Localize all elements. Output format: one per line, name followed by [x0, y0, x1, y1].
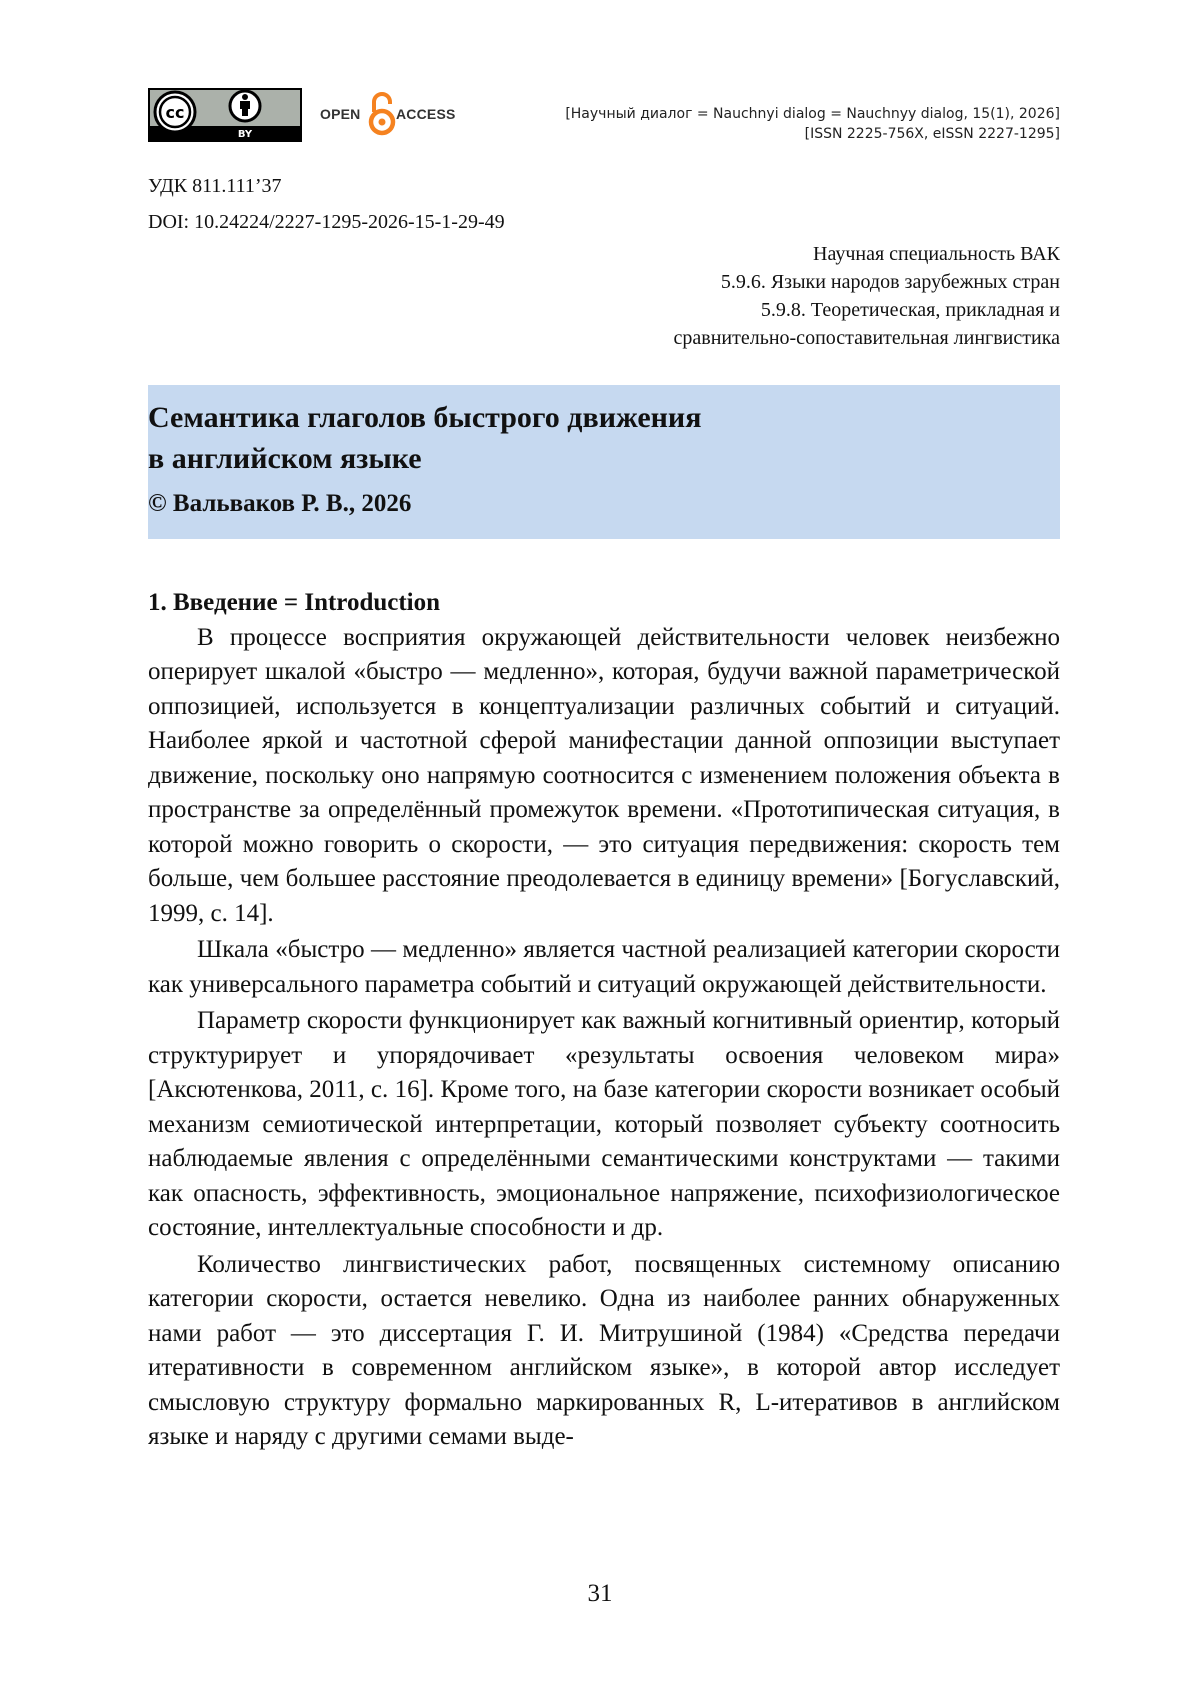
article-author: © Вальваков Р. В., 2026	[148, 490, 412, 517]
svg-text:cc: cc	[165, 103, 185, 122]
body-paragraph: Параметр скорости функционирует как важный когнитивный ориентир, который структурирует и упорядочивает «результаты освоения человеком мира» [Аксютенкова, 2011, с. 16]. Кроме того, на базе категории скорости возникает особый механизм семиотической интерпретации, который позволяет субъекту соотносить наблюдаемые явления с определёнными семантическими конструктами — такими как опасность, эффективность, эмоциональное напряжение, психофизиологическое состояние, интеллектуальные способности и др.	[148, 1007, 1060, 1241]
open-access-label-left: OPEN	[320, 106, 361, 122]
article-title	[148, 397, 701, 479]
article-title-line: в английском языке	[148, 442, 422, 475]
specialty-line: сравнительно-сопоставительная лингвистика	[673, 327, 1060, 349]
open-access-logo	[320, 88, 462, 138]
cc-by-license-badge	[148, 88, 302, 142]
specialty-line: Научная специальность ВАК	[813, 243, 1060, 265]
journal-line: [Научный диалог = Nauchnyi dialog = Nauchnyy dialog, 15(1), 2026]	[565, 106, 1060, 122]
specialty-block	[674, 240, 1061, 352]
article-title-line: Семантика глаголов быстрого движения	[148, 401, 702, 434]
journal-citation	[565, 104, 1060, 144]
body-paragraph: Шкала «быстро — медленно» является частной реализацией категории скорости как универсального параметра событий и ситуаций окружающей действительности.	[148, 936, 1060, 998]
page-number: 31	[587, 1580, 613, 1607]
body-paragraph: Количество лингвистических работ, посвященных системному описанию категории скорости, остается невелико. Одна из наиболее ранних обнаруженных нами работ — это диссертация Г. И. Митрушиной (1984) «Средства передачи итеративности в современном английском языке», в которой автор исследует смысловую структуру формально маркированных R, L-итеративов в английском языке и наряду с другими семами выде-	[148, 1250, 1060, 1450]
section-heading: 1. Введение = Introduction	[148, 589, 441, 616]
open-lock-icon	[368, 88, 396, 138]
license-label: BY	[237, 129, 253, 140]
open-access-label-right: ACCESS	[396, 106, 456, 122]
specialty-line: 5.9.6. Языки народов зарубежных стран	[720, 271, 1060, 293]
article-body	[148, 586, 1060, 1457]
doi[interactable]: DOI: 10.24224/2227-1295-2026-15-1-29-49	[148, 211, 505, 233]
journal-issn-line: [ISSN 2225-756X, eISSN 2227-1295]	[804, 126, 1060, 142]
cc-by-icon	[148, 88, 302, 142]
specialty-line: 5.9.8. Теоретическая, прикладная и	[760, 299, 1060, 321]
title-block	[148, 385, 1060, 539]
body-paragraph: В процессе восприятия окружающей действительности человек неизбежно оперирует шкалой «быстро — медленно», которая, будучи важной параметрической оппозицией, используется в концептуализации различных событий и ситуаций. Наиболее яркой и частотной сферой манифестации данной оппозиции выступает движение, поскольку оно напрямую соотносится с изменением положения объекта в пространстве за определённый промежуток времени. «Прототипическая ситуация, в которой можно говорить о скорости, — это ситуация передвижения: скорость тем больше, чем большее расстояние преодолевается в единицу времени» [Богуславский, 1999, с. 14].	[148, 623, 1060, 927]
udk-code: УДК 811.111’37	[148, 175, 282, 197]
